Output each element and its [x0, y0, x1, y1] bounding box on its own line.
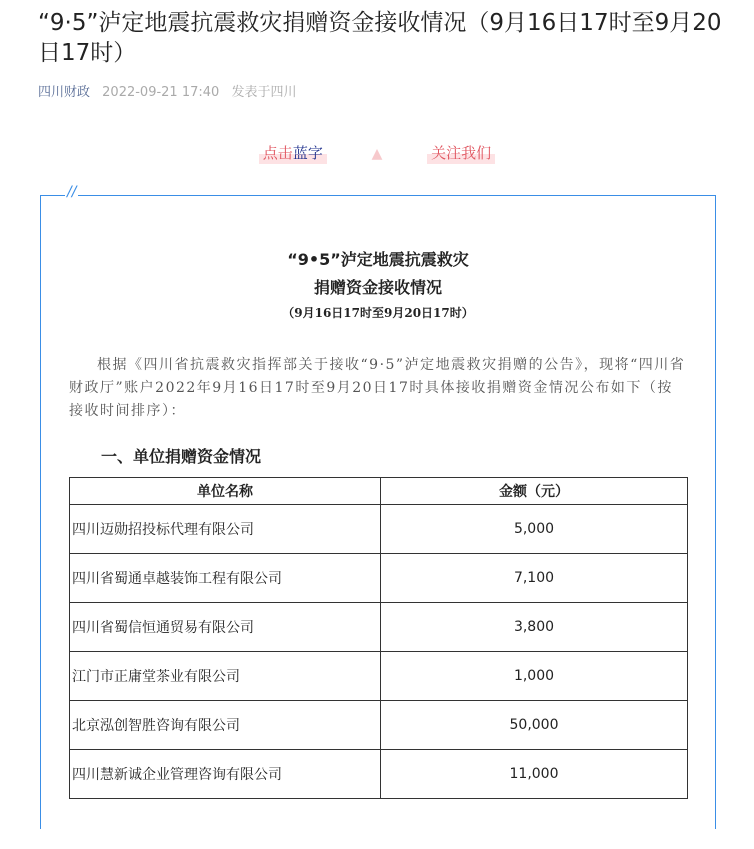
article-meta — [38, 84, 738, 102]
follow-blue-text: 蓝字 — [292, 144, 323, 162]
publish-date: 2022-09-21 17:40 — [102, 85, 220, 100]
table-row — [70, 750, 688, 799]
amount: 50,000 — [381, 701, 688, 750]
org-name: 北京泓创智胜咨询有限公司 — [70, 701, 381, 750]
follow-banner — [0, 142, 754, 165]
publish-location: 发表于四川 — [231, 85, 297, 100]
table-row — [70, 701, 688, 750]
heading-line-2: 捐赠资金接收情况 — [313, 278, 442, 297]
amount: 7,100 — [381, 554, 688, 603]
heading-line-1: “9•5”泸定地震抗震救灾 — [287, 250, 469, 269]
table-row — [70, 554, 688, 603]
header-name: 单位名称 — [70, 478, 381, 505]
intro-paragraph: 根据《四川省抗震救灾指挥部关于接收“9·5”泸定地震救灾捐赠的公告》，现将“四川省财政厅”账户2022年9月16日17时至9月20日17时具体接收捐赠资金情况公布如下（按接收时间排序）： — [69, 357, 686, 419]
content-frame — [40, 184, 716, 829]
amount: 11,000 — [381, 750, 688, 799]
amount: 5,000 — [381, 505, 688, 554]
slash-decoration-icon: // — [67, 184, 77, 200]
follow-us-text: 关注我们 — [427, 142, 495, 164]
table-row — [70, 505, 688, 554]
follow-click-text: 点击 — [262, 144, 293, 162]
org-name: 四川省蜀信恒通贸易有限公司 — [70, 603, 381, 652]
table-row — [70, 652, 688, 701]
org-name: 四川慧新诚企业管理咨询有限公司 — [70, 750, 381, 799]
heading-line-3: （9月16日17时至9月20日17时） — [282, 306, 474, 320]
header-amount: 金额（元） — [381, 478, 688, 505]
org-name: 江门市正庸堂茶业有限公司 — [70, 652, 381, 701]
table-header-row — [70, 478, 688, 505]
donation-table — [69, 477, 688, 799]
org-name: 四川迈勋招投标代理有限公司 — [70, 505, 381, 554]
arrow-up-icon: ▲ — [371, 146, 383, 162]
article-title: “9·5”泸定地震抗震救灾捐赠资金接收情况（9月16日17时至9月20日17时） — [38, 10, 722, 66]
follow-left — [259, 142, 327, 164]
amount: 1,000 — [381, 652, 688, 701]
author-link[interactable]: 四川财政 — [38, 85, 91, 100]
section-title: 一、单位捐赠资金情况 — [101, 447, 262, 466]
table-row — [70, 603, 688, 652]
org-name: 四川省蜀通卓越装饰工程有限公司 — [70, 554, 381, 603]
amount: 3,800 — [381, 603, 688, 652]
